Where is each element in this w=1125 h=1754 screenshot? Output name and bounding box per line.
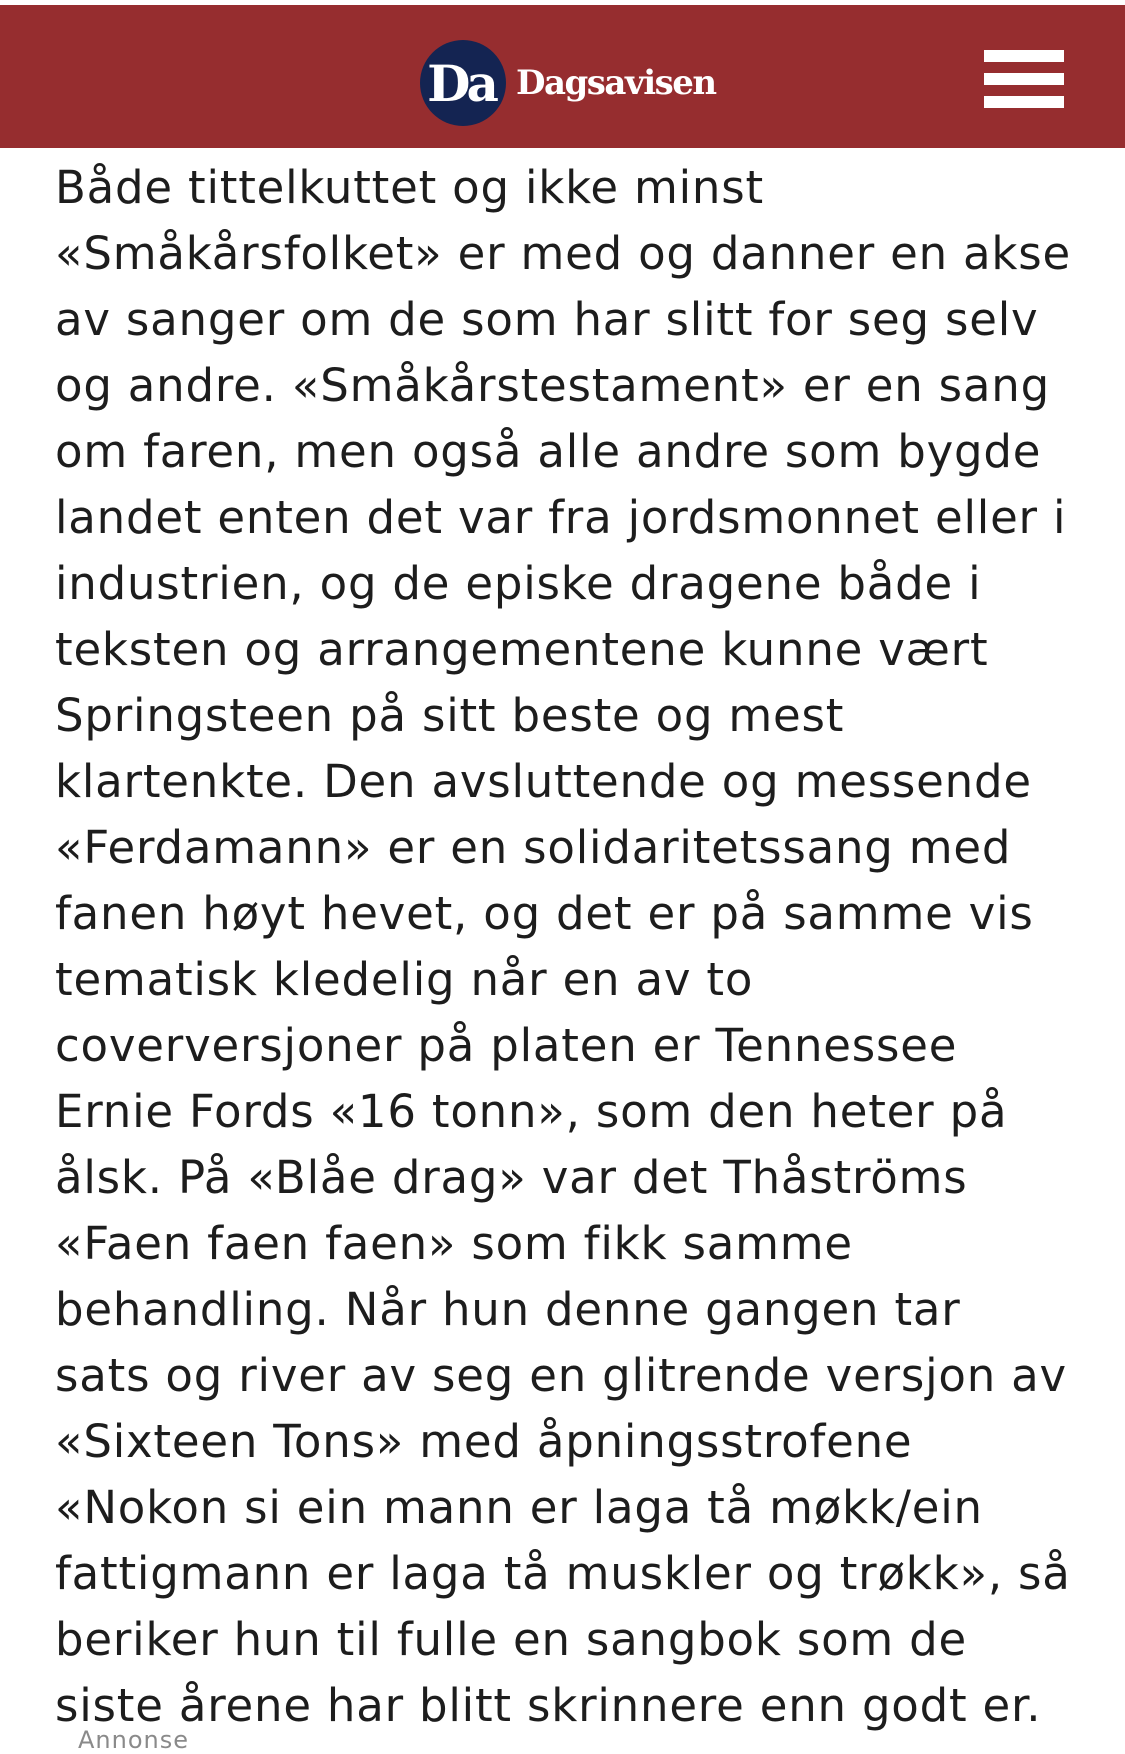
menu-bar-middle bbox=[984, 73, 1064, 85]
article-line: om faren, men også alle andre som bygde bbox=[55, 425, 1042, 478]
article-line: og andre. «Småkårstestament» er en sang bbox=[55, 359, 1050, 412]
article-line: teksten og arrangementene kunne vært bbox=[55, 623, 989, 676]
article-line: Ernie Fords «16 tonn», som den heter på bbox=[55, 1085, 1008, 1138]
article-line: tematisk kledelig når en av to bbox=[55, 953, 754, 1006]
article-line: fattigmann er laga tå muskler og trøkk», så bbox=[55, 1547, 1071, 1600]
article-line: beriker hun til fulle en sangbok som de bbox=[55, 1613, 968, 1666]
article-line: «Ferdamann» er en solidaritetssang med bbox=[55, 821, 1012, 874]
article-line: «Småkårsfolket» er med og danner en akse bbox=[55, 227, 1072, 280]
dagsavisen-logo[interactable] bbox=[420, 41, 716, 125]
article-line: landet enten det var fra jordsmonnet eller i bbox=[55, 491, 1067, 544]
hamburger-menu-icon[interactable] bbox=[978, 45, 1068, 115]
site-header bbox=[0, 5, 1125, 148]
logo-badge bbox=[420, 40, 506, 126]
article-line: ålsk. På «Blåe drag» var det Thåströms bbox=[55, 1151, 968, 1204]
logo-mark: Da bbox=[427, 53, 495, 113]
article-line: coverversjoner på platen er Tennessee bbox=[55, 1019, 958, 1072]
menu-bar-top bbox=[984, 50, 1064, 62]
article-line: «Nokon si ein mann er laga tå møkk/ein bbox=[55, 1481, 983, 1534]
logo-wordmark: Dagsavisen bbox=[516, 63, 716, 103]
article-line: av sanger om de som har slitt for seg selv bbox=[55, 293, 1039, 346]
article-line: fanen høyt hevet, og det er på samme vis bbox=[55, 887, 1034, 940]
article-line: Springsteen på sitt beste og mest bbox=[55, 689, 845, 742]
article-line: industrien, og de episke dragene både i bbox=[55, 557, 982, 610]
article-line: sats og river av seg en glitrende versjon av bbox=[55, 1349, 1067, 1402]
article-line: «Faen faen faen» som fikk samme bbox=[55, 1217, 853, 1270]
ad-label: Annonse bbox=[78, 1726, 190, 1754]
article-body bbox=[55, 155, 1115, 1739]
article-line: Både tittelkuttet og ikke minst bbox=[55, 161, 764, 214]
menu-bar-bottom bbox=[984, 96, 1064, 108]
article-line: behandling. Når hun denne gangen tar bbox=[55, 1283, 961, 1336]
article-line: «Sixteen Tons» med åpningsstrofene bbox=[55, 1415, 913, 1468]
article-line: klartenkte. Den avsluttende og messende bbox=[55, 755, 1032, 808]
article-line: siste årene har blitt skrinnere enn godt er. bbox=[55, 1679, 1042, 1732]
